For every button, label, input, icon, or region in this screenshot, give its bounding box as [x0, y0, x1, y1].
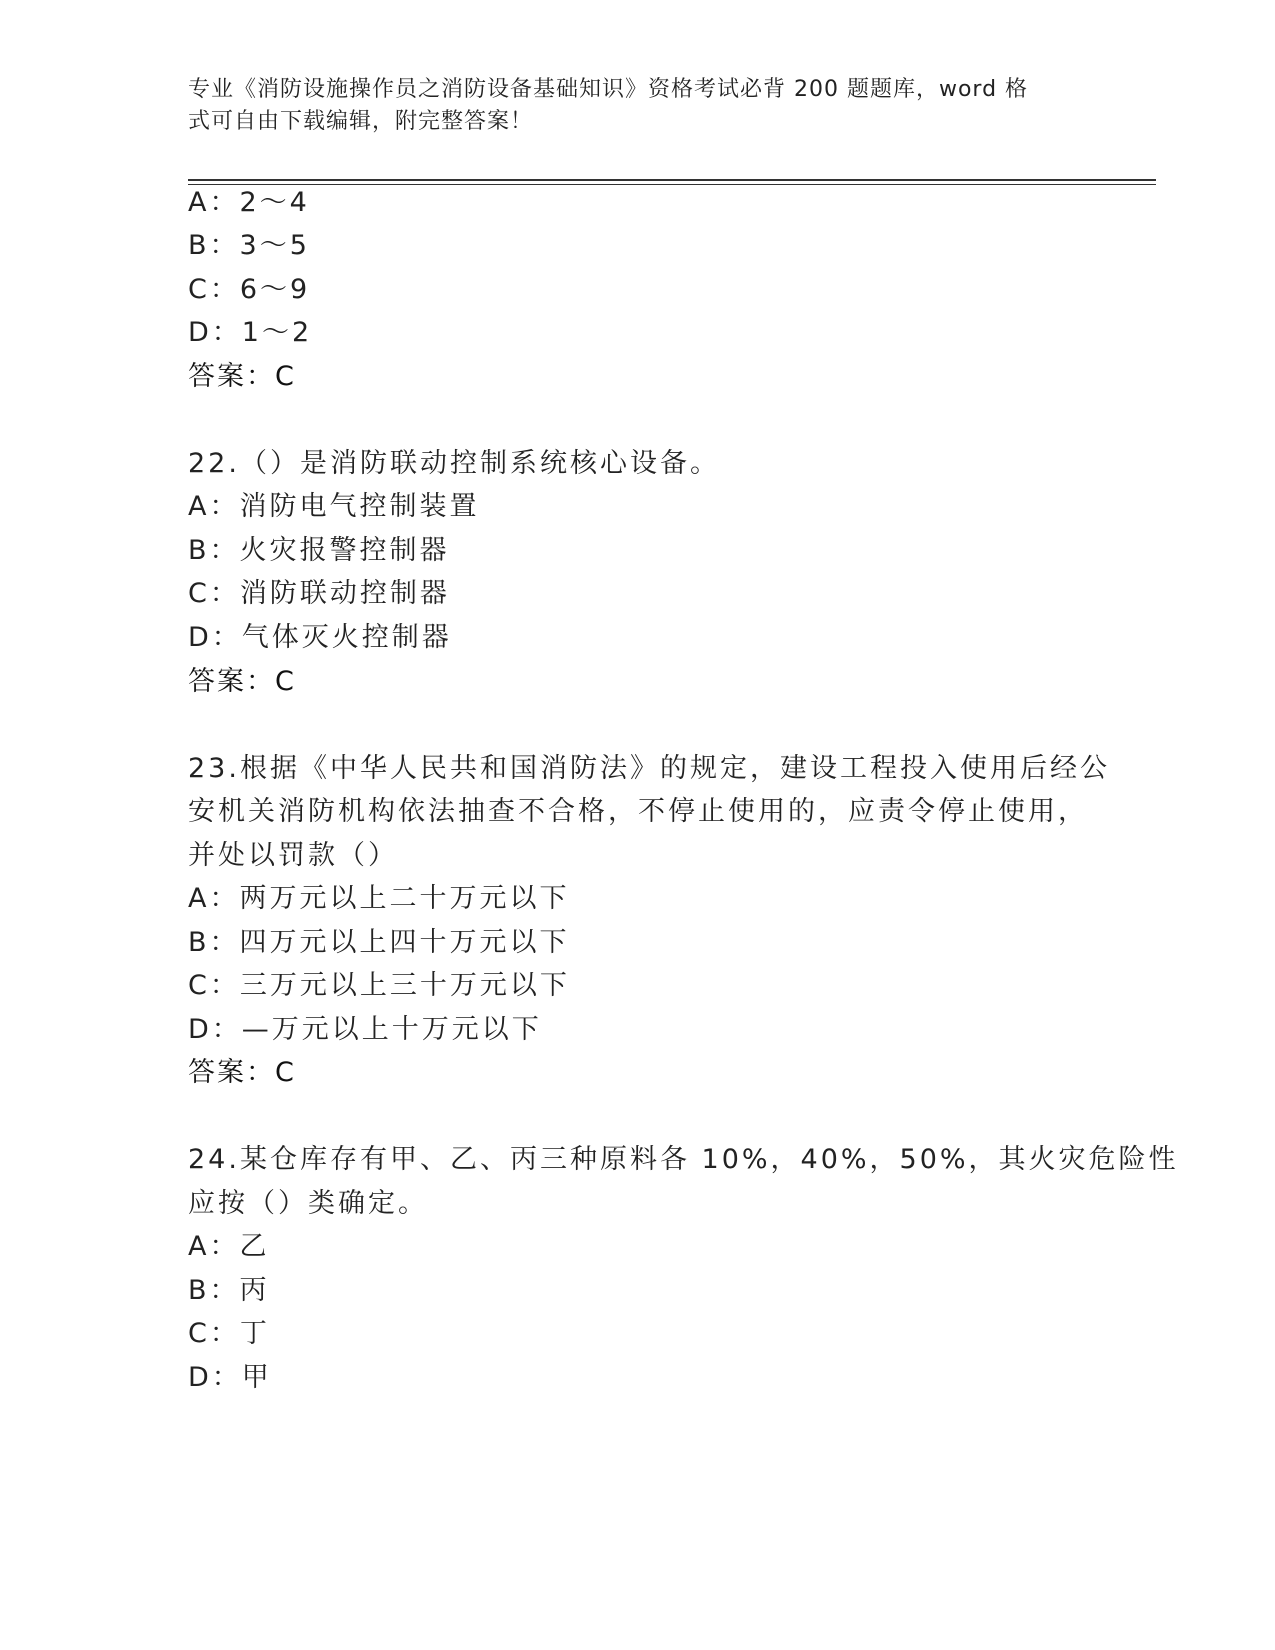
document-header [188, 74, 1068, 138]
option-c: C：6～9 [188, 274, 311, 305]
question-text-line-3: 并处以罚款（） [188, 840, 398, 871]
option-c: C：丁 [188, 1318, 270, 1349]
option-a: A：乙 [188, 1231, 270, 1262]
answer-line [188, 360, 296, 394]
header-divider-thick [188, 179, 1156, 181]
option-a: A：两万元以上二十万元以下 [188, 883, 570, 914]
question-text-line-1: 23.根据《中华人民共和国消防法》的规定，建设工程投入使用后经公 [188, 753, 1110, 784]
question-text-line-2: 安机关消防机构依法抽查不合格，不停止使用的，应责令停止使用， [188, 796, 1088, 827]
option-d: D：气体灭火控制器 [188, 622, 452, 653]
option-c: C：三万元以上三十万元以下 [188, 970, 570, 1001]
option-c: C：消防联动控制器 [188, 578, 450, 609]
answer-value: C [275, 666, 296, 697]
option-b: B：3～5 [188, 230, 310, 261]
answer-label: 答案： [188, 361, 275, 392]
answer-line [188, 1056, 296, 1090]
option-b: B：丙 [188, 1275, 270, 1306]
answer-line [188, 665, 296, 699]
answer-value: C [275, 361, 296, 392]
header-line-2: 式可自由下载编辑，附完整答案！ [188, 109, 534, 134]
answer-label: 答案： [188, 1057, 275, 1088]
answer-value: C [275, 1057, 296, 1088]
option-b: B：火灾报警控制器 [188, 535, 450, 566]
question-text-line-2: 应按（）类确定。 [188, 1188, 428, 1219]
question-text: 22.（）是消防联动控制系统核心设备。 [188, 448, 720, 479]
answer-label: 答案： [188, 666, 275, 697]
option-d: D：甲 [188, 1362, 272, 1393]
header-line-1: 专业《消防设施操作员之消防设备基础知识》资格考试必背 200 题题库，word 格 [188, 77, 1029, 102]
question-text-line-1: 24.某仓库存有甲、乙、丙三种原料各 10%，40%，50%，其火灾危险性 [188, 1144, 1179, 1175]
option-b: B：四万元以上四十万元以下 [188, 927, 570, 958]
option-a: A：2～4 [188, 187, 310, 218]
option-a: A：消防电气控制装置 [188, 491, 480, 522]
option-d: D：—万元以上十万元以下 [188, 1014, 542, 1045]
header-divider-thin [188, 184, 1156, 185]
option-d: D：1～2 [188, 317, 313, 348]
